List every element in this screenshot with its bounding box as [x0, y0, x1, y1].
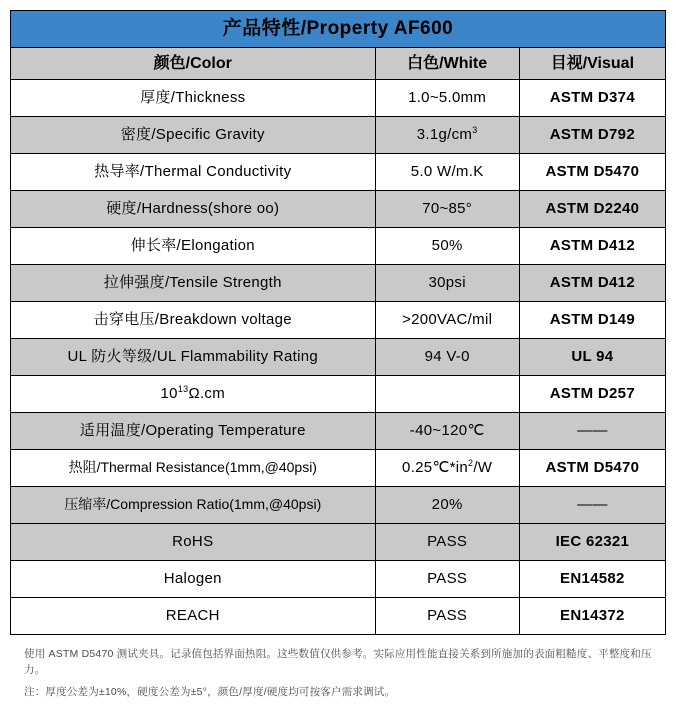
- row-property: 拉伸强度/Tensile Strength: [11, 265, 376, 302]
- row-value: 5.0 W/m.K: [375, 154, 519, 191]
- row-property: [11, 376, 376, 413]
- row-property: UL 防火等级/UL Flammability Rating: [11, 339, 376, 376]
- table-title-row: [11, 11, 666, 48]
- row-test-method: ASTM D257: [519, 376, 665, 413]
- row-test-method: ASTM D412: [519, 265, 665, 302]
- row-value: [375, 376, 519, 413]
- table-row: [11, 80, 666, 117]
- row-test-method: EN14582: [519, 561, 665, 598]
- row-value: [375, 117, 519, 154]
- row-property: 击穿电压/Breakdown voltage: [11, 302, 376, 339]
- table-row: [11, 191, 666, 228]
- table-body: [11, 11, 666, 635]
- header-value: 白色/White: [375, 48, 519, 80]
- row-value-tail: Ω.cm: [188, 385, 226, 403]
- row-test-method: ASTM D412: [519, 228, 665, 265]
- row-test-method: ASTM D2240: [519, 191, 665, 228]
- row-value: PASS: [375, 524, 519, 561]
- table-row: [11, 228, 666, 265]
- table-row: [11, 339, 666, 376]
- table-row: [11, 524, 666, 561]
- row-value: 1.0~5.0mm: [375, 80, 519, 117]
- table-row: [11, 450, 666, 487]
- row-value-sup: 3: [472, 125, 478, 136]
- row-test-method: ASTM D5470: [519, 154, 665, 191]
- row-property: 适用温度/Operating Temperature: [11, 413, 376, 450]
- row-value-sup: 13: [177, 384, 189, 395]
- row-value: 50%: [375, 228, 519, 265]
- table-row: [11, 117, 666, 154]
- table-row: [11, 598, 666, 635]
- row-property: 厚度/Thickness: [11, 80, 376, 117]
- table-row: [11, 154, 666, 191]
- header-test-method: 目视/Visual: [519, 48, 665, 80]
- row-test-method: EN14372: [519, 598, 665, 635]
- footnote-test-method: 使用 ASTM D5470 测试夹具。记录值包括界面热阻。这些数值仅供参考。实际应用性能直接关系到所施加的表面粗糙度、平整度和压力。: [24, 648, 652, 676]
- table-row: [11, 376, 666, 413]
- table-row: [11, 487, 666, 524]
- table-header-row: [11, 48, 666, 80]
- row-property: 硬度/Hardness(shore oo): [11, 191, 376, 228]
- table-row: [11, 302, 666, 339]
- row-value: [375, 450, 519, 487]
- table-row: [11, 561, 666, 598]
- row-value: 30psi: [375, 265, 519, 302]
- row-property: 伸长率/Elongation: [11, 228, 376, 265]
- row-value: 94 V-0: [375, 339, 519, 376]
- row-property: 热阻/Thermal Resistance(1mm,@40psi): [11, 450, 376, 487]
- row-test-method: ——: [519, 487, 665, 524]
- row-value: PASS: [375, 598, 519, 635]
- row-property: RoHS: [11, 524, 376, 561]
- row-value-text: 10: [160, 385, 178, 403]
- row-property: REACH: [11, 598, 376, 635]
- row-property: Halogen: [11, 561, 376, 598]
- row-value: -40~120℃: [375, 413, 519, 450]
- row-value-sup: 2: [468, 458, 474, 469]
- header-property: 颜色/Color: [11, 48, 376, 80]
- row-value: >200VAC/mil: [375, 302, 519, 339]
- row-value-text: 3.1g/cm: [416, 126, 473, 144]
- row-test-method: ASTM D374: [519, 80, 665, 117]
- page-title: 产品特性/Property AF600: [11, 11, 666, 48]
- property-table: [10, 10, 666, 635]
- row-test-method: ASTM D149: [519, 302, 665, 339]
- row-value: PASS: [375, 561, 519, 598]
- row-value: 20%: [375, 487, 519, 524]
- row-value: 70~85°: [375, 191, 519, 228]
- row-test-method: ASTM D792: [519, 117, 665, 154]
- row-test-method: ASTM D5470: [519, 450, 665, 487]
- row-property: 压缩率/Compression Ratio(1mm,@40psi): [11, 487, 376, 524]
- row-value-tail: /W: [473, 459, 493, 477]
- row-property: 热导率/Thermal Conductivity: [11, 154, 376, 191]
- row-test-method: ——: [519, 413, 665, 450]
- table-row: [11, 265, 666, 302]
- row-test-method: UL 94: [519, 339, 665, 376]
- row-property: 密度/Specific Gravity: [11, 117, 376, 154]
- row-value-text: 0.25℃*in: [402, 459, 468, 477]
- footnotes: [10, 647, 666, 700]
- table-row: [11, 413, 666, 450]
- row-test-method: IEC 62321: [519, 524, 665, 561]
- footnote-tolerance: 注：厚度公差为±10%，硬度公差为±5°，颜色/厚度/硬度均可按客户需求调试。: [24, 685, 396, 698]
